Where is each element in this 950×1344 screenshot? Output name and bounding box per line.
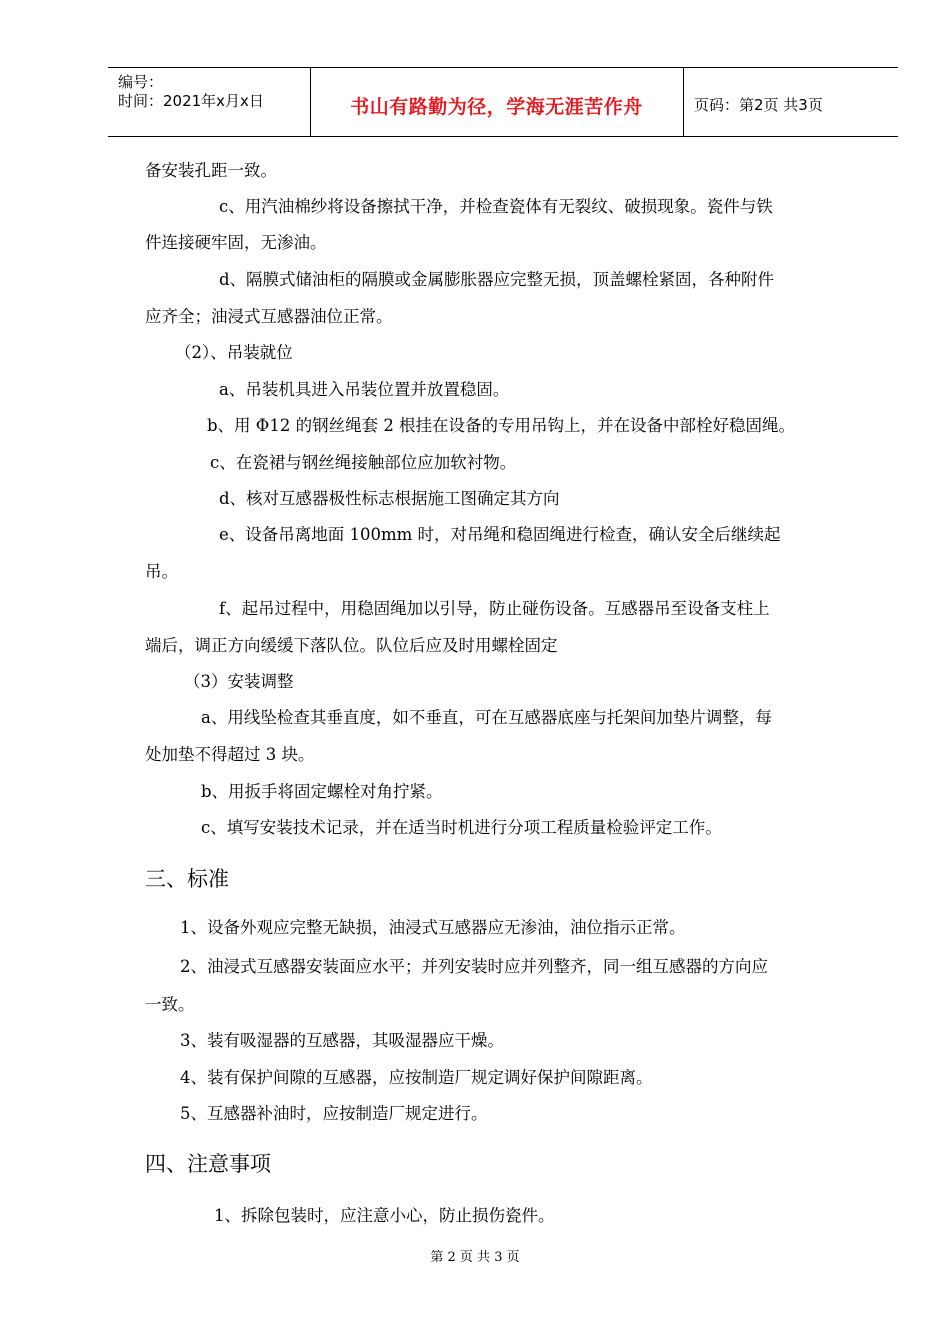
body-line: 应齐全；油浸式互感器油位正常。	[145, 307, 393, 326]
body-line: c、填写安装技术记录，并在适当时机进行分项工程质量检验评定工作。	[201, 818, 722, 837]
body-line: c、用汽油棉纱将设备擦拭干净，并检查瓷体有无裂纹、破损现象。瓷件与铁	[219, 197, 773, 216]
body-line: a、吊装机具进入吊装位置并放置稳固。	[219, 380, 510, 399]
body-line: f、起吊过程中，用稳固绳加以引导，防止碰伤设备。互感器吊至设备支柱上	[219, 599, 770, 618]
standard-item: 4、装有保护间隙的互感器，应按制造厂规定调好保护间隙距离。	[180, 1068, 653, 1087]
page-header	[108, 67, 898, 137]
body-line: b、用 Φ12 的钢丝绳套 2 根挂在设备的专用吊钩上，并在设备中部栓好稳固绳。	[207, 416, 796, 435]
body-line: 件连接硬牢固，无渗油。	[145, 233, 327, 252]
body-line: c、在瓷裙与钢丝绳接触部位应加软衬物。	[210, 453, 517, 472]
footer-page-number: 第 2 页 共 3 页	[430, 1250, 520, 1265]
body-line: 端后，调正方向缓缓下落队位。队位后应及时用螺栓固定	[145, 636, 558, 655]
standard-item: 一致。	[145, 995, 195, 1014]
document-date-label: 时间：2021年x月x日	[118, 92, 264, 110]
standard-item: 5、互感器补油时，应按制造厂规定进行。	[180, 1104, 488, 1123]
body-line: 处加垫不得超过 3 块。	[145, 745, 315, 764]
header-right-cell	[684, 68, 898, 136]
header-left-cell	[108, 68, 311, 136]
body-line: d、隔膜式储油柜的隔膜或金属膨胀器应完整无损，顶盖螺栓紧固，各种附件	[219, 270, 775, 289]
body-line: a、用线坠检查其垂直度，如不垂直，可在互感器底座与托架间加垫片调整，每	[201, 708, 772, 727]
note-item: 1、拆除包装时，应注意小心，防止损伤瓷件。	[214, 1206, 555, 1225]
body-line: 吊。	[145, 562, 178, 581]
page-footer	[0, 1246, 950, 1265]
document-number-label: 编号：	[118, 73, 164, 91]
body-line: d、核对互感器极性标志根据施工图确定其方向	[219, 489, 560, 508]
subsection-heading: （3）安装调整	[184, 672, 294, 691]
body-line: e、设备吊离地面 100mm 时，对吊绳和稳固绳进行检查，确认安全后继续起	[219, 525, 781, 544]
header-motto: 书山有路勤为径，学海无涯苦作舟	[350, 96, 643, 118]
section-heading-notes: 四、注意事项	[145, 1152, 271, 1176]
body-line: 备安装孔距一致。	[145, 161, 277, 180]
subsection-heading: （2）、吊装就位	[175, 343, 293, 362]
standard-item: 1、设备外观应完整无缺损，油浸式互感器应无渗油，油位指示正常。	[180, 918, 686, 937]
standard-item: 3、装有吸湿器的互感器，其吸湿器应干燥。	[180, 1031, 504, 1050]
section-heading-standards: 三、标准	[145, 867, 229, 891]
header-page-code: 页码：第2页 共3页	[694, 96, 823, 114]
standard-item: 2、油浸式互感器安装面应水平；并列安装时应并列整齐，同一组互感器的方向应	[180, 957, 768, 976]
body-line: b、用扳手将固定螺栓对角拧紧。	[201, 782, 443, 801]
header-motto-cell	[310, 68, 684, 136]
